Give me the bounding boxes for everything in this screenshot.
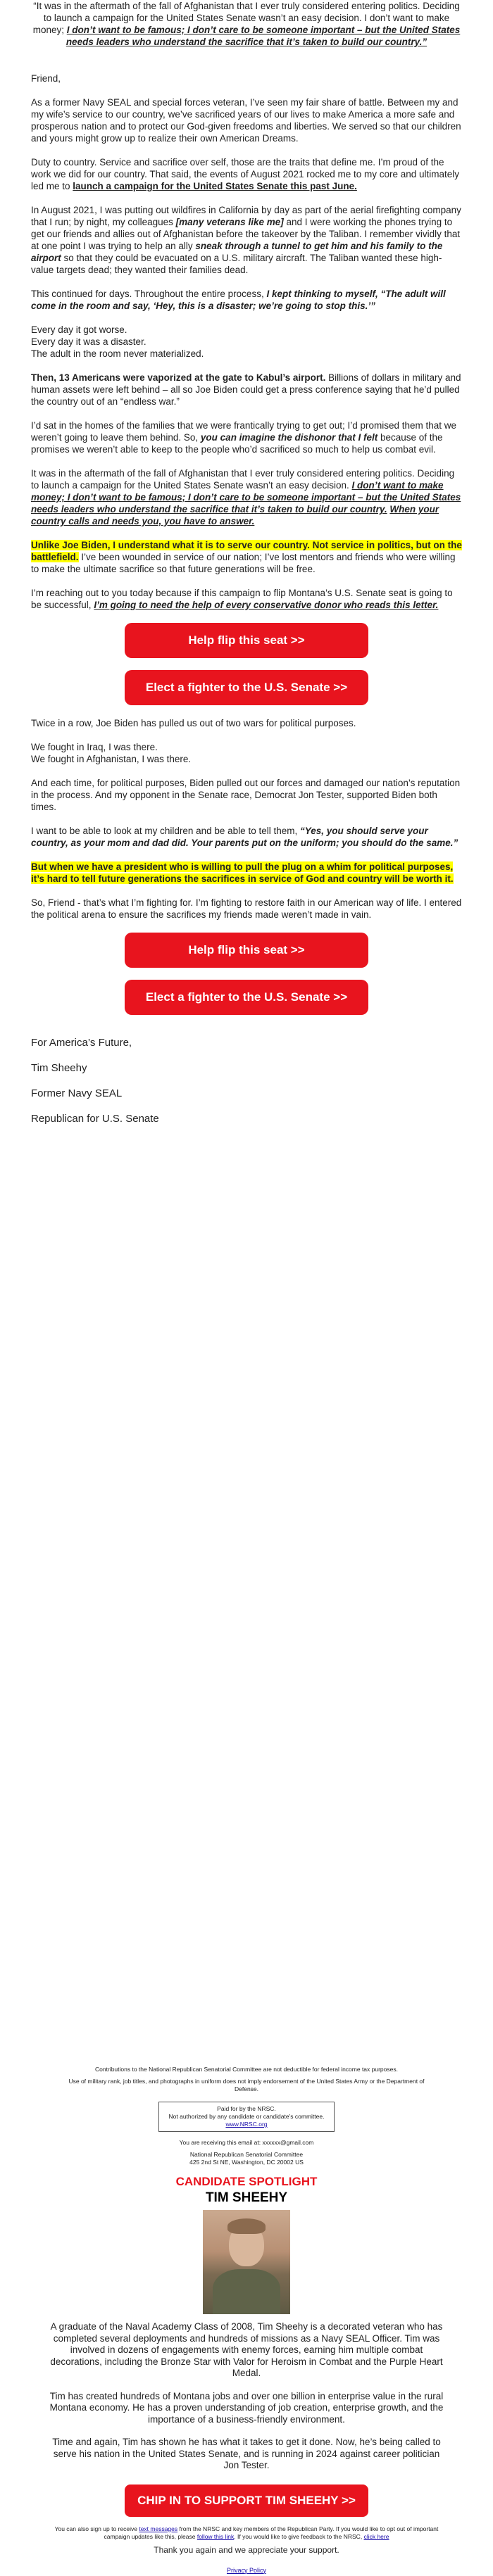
highlighted-text: Unlike Joe Biden, I understand what it is to serve our country. Not service in politics, but on the battlefield.	[31, 540, 462, 562]
paragraph: And each time, for political purposes, Biden pulled out our forces and damaged our nation’s reputation in the process. And my opponent in the Senate race, Democrat Jon Tester, supported Biden both times.	[31, 778, 461, 812]
email-body	[31, 0, 462, 1137]
privacy-policy-link[interactable]: Privacy Policy	[226, 2566, 266, 2574]
paragraph: Unlike Joe Biden, I understand what it is to serve our country. Not service in politics, but on the battlefield. I’ve been wounded in service of our nation; I’ve lost mentors and friends who were willing to make the ultimate sacrifice so that future generations will be free.	[31, 540, 462, 574]
candidate-bio: A graduate of the Naval Academy Class of 2008, Tim Sheehy is a decorated veteran who has completed several deployments and hundreds of missions as a Navy SEAL Officer. Tim was involved in dozens of engagements with enemy forces, earning him multiple combat decorations, including the Bronze Star with Valor for Heroism in Combat and the Purple Heart Medal.	[50, 2321, 443, 2378]
email-footer	[0, 2066, 493, 2576]
photo-body	[213, 2269, 280, 2314]
spotlight-heading: CANDIDATE SPOTLIGHT	[175, 2175, 318, 2188]
paragraph	[31, 861, 462, 885]
button-row	[31, 623, 462, 658]
paragraph: Then, 13 Americans were vaporized at the gate to Kabul’s airport. Billions of dollars in military and human assets were left behind – all so Joe Biden could get a press conference saying that he’d pulled the country out of an “endless war.”	[31, 372, 461, 407]
chip-in-button[interactable]: CHIP IN TO SUPPORT TIM SHEEHY >>	[125, 2485, 368, 2517]
elect-fighter-button[interactable]: Elect a fighter to the U.S. Senate >>	[125, 980, 368, 1015]
intro-emphasis: I don’t want to be famous; I don’t care to be someone important – but the United States needs leaders who understand the sacrifice that it’s taken to build our country.”	[65, 25, 461, 47]
photo-hair	[227, 2218, 266, 2234]
short-lines: Every day it got worse. Every day it was a disaster. The adult in the room never materialized.	[31, 324, 204, 359]
candidate-photo	[203, 2210, 290, 2314]
candidate-bio: Tim has created hundreds of Montana jobs and over one billion in enterprise value in the rural Montana economy. He has a proven understanding of job creation, enterprise growth, and the importance of a business-friendly environment.	[49, 2390, 444, 2425]
tax-disclaimer: Contributions to the National Republican Senatorial Committee are not deductible for federal income tax purposes.	[95, 2066, 398, 2073]
nrsc-link[interactable]: www.NRSC.org	[225, 2121, 268, 2128]
highlighted-text: But when we have a president who is willing to pull the plug on a whim for political purposes, it’s hard to tell future generations the sacrifices in service of God and country will be worth it.	[31, 861, 454, 884]
button-row	[31, 670, 462, 705]
paragraph: Duty to country. Service and sacrifice over self, those are the traits that define me. I’m proud of the work we did for our country. That said, the events of August 2021 rocked me to my core and ultimately led me to launch a campaign for the United States Senate this past June.	[31, 157, 460, 191]
paragraph: In August 2021, I was putting out wildfires in California by day as part of the aerial firefighting company that I run; by night, my colleagues [many veterans like me] and I were working the phones trying to get our friends and allies out of Afghanistan before the takeover by the Taliban. I remember vividly that at one point I was trying to help an ally sneak through a tunnel to get him and his family to the airport so that they could be evacuated on a U.S. military aircraft. The Taliban wanted these high-value targets dead; they wanted their families dead.	[31, 205, 461, 275]
thank-you-text: Thank you again and we appreciate your support.	[154, 2544, 339, 2555]
intro-quote	[31, 0, 462, 48]
text-messages-link[interactable]: text messages	[139, 2525, 178, 2532]
candidate-name: TIM SHEEHY	[205, 2190, 288, 2205]
military-disclaimer: Use of military rank, job titles, and photographs in uniform does not imply endorsement of the United States Army or the Department of Defense.	[68, 2078, 425, 2092]
paid-for-box: Paid for by the NRSC. Not authorized by any candidate or candidate’s committee. www.NRSC.org	[158, 2102, 335, 2132]
paragraph: I want to be able to look at my children and be able to tell them, “Yes, you should serve your country, as your mom and dad did. Your parents put on the uniform; you should do the same.”	[31, 826, 458, 848]
short-lines: We fought in Iraq, I was there. We fought in Afghanistan, I was there.	[31, 742, 192, 764]
opt-out-notice: You can also sign up to receive text messages from the NRSC and key members of the Republican Party. If you would like to opt out of important campaign updates like this, please follow this link. If you would like to give feedback to the NRSC, click here	[54, 2525, 439, 2540]
button-row	[31, 980, 462, 1015]
org-name: National Republican Senatorial Committee	[189, 2151, 304, 2158]
opt-out-link[interactable]: follow this link	[196, 2532, 235, 2540]
campaign-launch-text: launch a campaign for the United States Senate this past June.	[73, 181, 357, 191]
candidate-bio: Time and again, Tim has shown he has what it takes to get it done. Now, he’s being called to serve his nation in the United States Senate, and is running in 2024 against career politician Jon Tester.	[52, 2437, 441, 2470]
help-flip-seat-button[interactable]: Help flip this seat >>	[125, 623, 368, 658]
intro-text: “It was in the aftermath of the fall of Afghanistan that I ever truly considered entering politics. Deciding to launch a campaign for the United States Senate wasn’t an easy decision. I don’t want to make money;	[32, 1, 460, 35]
paragraph: It was in the aftermath of the fall of Afghanistan that I ever truly considered entering politics. Deciding to launch a campaign for the United States Senate wasn’t an easy decision. I don’t want to make money; I don’t want to be famous; I don’t care to be someone important – but the United States needs leaders who understand the sacrifice that it’s taken to build our country. When your country calls and needs you, you have to answer.	[31, 468, 461, 526]
org-address: 425 2nd St NE, Washington, DC 20002 US	[189, 2159, 304, 2166]
greeting: Friend,	[31, 73, 61, 84]
paragraph: So, Friend - that’s what I’m fighting for. I’m fighting to restore faith in our American way of life. I entered the political arena to ensure the sacrifices my friends made weren’t made in vain.	[31, 897, 462, 920]
button-row	[31, 933, 462, 968]
paragraph: As a former Navy SEAL and special forces veteran, I’ve seen my fair share of battle. Between my and my wife’s service to our country, we’ve sacrificed years of our lives to make America a more safe and prosperous nation and to protect our God-given freedoms and liberties. We served so that our children and yours might grow up to realize their own American Dreams.	[31, 97, 461, 144]
signature: For America’s Future, Tim Sheehy Former Navy SEAL Republican for U.S. Senate	[31, 1037, 159, 1125]
paragraph: This continued for days. Throughout the entire process, I kept thinking to myself, “The adult will come in the room and say, ‘Hey, this is a disaster; we’re going to stop this.’”	[31, 289, 446, 311]
feedback-link[interactable]: click here	[363, 2532, 389, 2540]
paragraph: I’d sat in the homes of the families that we were frantically trying to get out; I’d promised them that we weren’t going to leave them behind. So, you can imagine the dishonor that I felt because of the promises we weren’t able to keep to the people who’d sacrificed so much to help us combat evil.	[31, 420, 457, 455]
paragraph: I’m reaching out to you today because if this campaign to flip Montana’s U.S. Senate seat is going to be successful, I’m going to need the help of every conservative donor who reads this letter.	[31, 588, 453, 610]
elect-fighter-button[interactable]: Elect a fighter to the U.S. Senate >>	[125, 670, 368, 705]
recipient-notice: You are receiving this email at: xxxxxx@gmail.com	[179, 2139, 314, 2146]
help-flip-seat-button[interactable]: Help flip this seat >>	[125, 933, 368, 968]
paragraph: Twice in a row, Joe Biden has pulled us out of two wars for political purposes.	[31, 718, 356, 728]
